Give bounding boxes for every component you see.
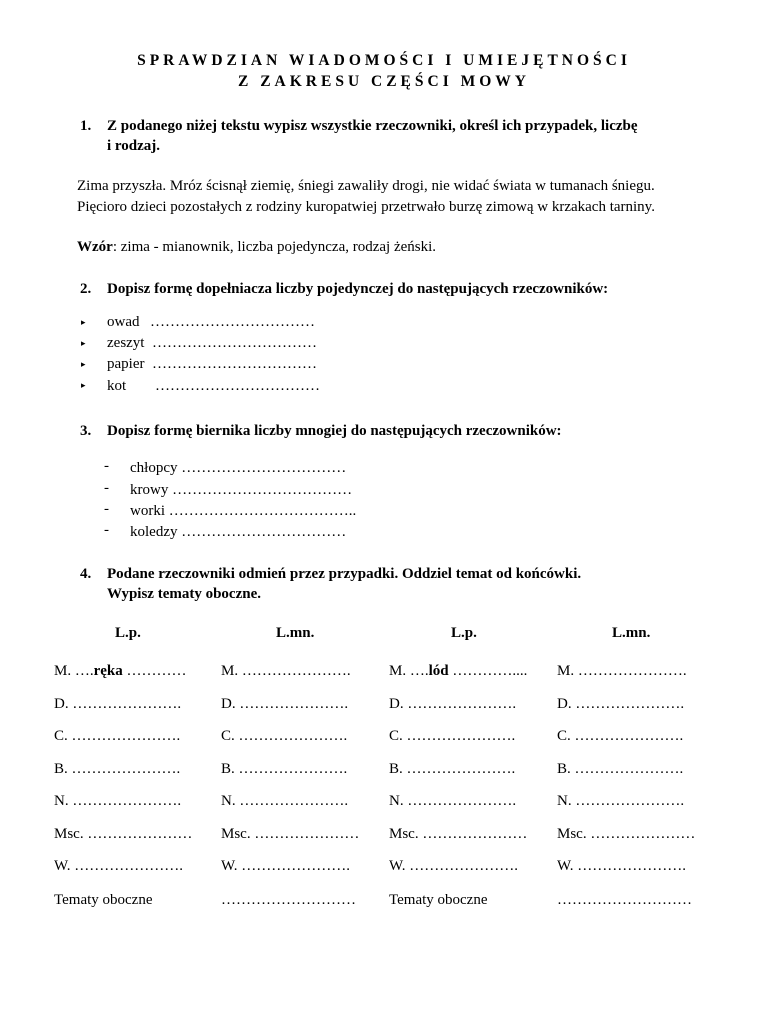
q4-cell-b-lmn-2: B. …………………. [557,761,684,777]
q4-cell-d-lp-1: D. …………………. [54,696,182,712]
q4-cell-m-lp-2-post: ………….... [448,663,528,679]
q1-example-label: Wzór [77,239,113,255]
q2-instruction: Dopisz formę dopełniacza liczby pojedynczej do następujących rzeczowników: [107,281,609,297]
q2-bullet-2: ▸ [81,338,86,348]
q4-word-lod: lód [428,663,449,679]
q4-cell-msc-lmn-1: Msc. ………………… [221,826,360,842]
q4-cell-c-lmn-1: C. …………………. [221,728,348,744]
q3-item-4: koledzy …………………………… [130,524,347,540]
q4-cell-msc-lmn-2: Msc. ………………… [557,826,696,842]
q4-tematy-oboczne-dots-1: ……………………… [221,892,356,908]
page-title-line-1: SPRAWDZIAN WIADOMOŚCI I UMIEJĘTNOŚCI [137,52,631,69]
q4-cell-n-lmn-2: N. …………………. [557,793,685,809]
q2-item-dots-3: …………………………… [152,356,317,372]
page-title-line-2: Z ZAKRESU CZĘŚCI MOWY [238,73,530,90]
q4-cell-d-lmn-2: D. …………………. [557,696,685,712]
q4-cell-d-lp-2: D. …………………. [389,696,517,712]
q1-example-text: : zima - mianownik, liczba pojedyncza, rodzaj żeński. [112,239,437,255]
q4-header-lmn-2: L.mn. [612,625,651,641]
q4-cell-w-lp-2: W. …………………. [389,858,519,874]
q2-bullet-3: ▸ [81,359,86,369]
q4-cell-c-lp-1: C. …………………. [54,728,181,744]
q4-header-lp-2: L.p. [451,625,477,641]
q2-item-word-4: kot [107,378,127,394]
q4-cell-c-lp-2: C. …………………. [389,728,516,744]
q1-text-line-2: Pięcioro dzieci pozostałych z rodziny kuropatwiej przetrwało burzę zimową w krzakach tarniny. [77,199,655,215]
q3-bullet-4: - [104,522,109,538]
q4-instruction-line-1: Podane rzeczowniki odmień przez przypadki. Oddziel temat od końcówki. [107,566,582,582]
q4-tematy-oboczne-label-1: Tematy oboczne [54,892,153,908]
q1-example [77,240,436,255]
q2-item-dots-1: …………………………… [150,314,315,330]
q4-cell-m-lp-2-pre: M. …. [389,663,429,679]
q4-cell-b-lp-2: B. …………………. [389,761,516,777]
q4-cell-m-lp-1-post: ………… [122,663,187,679]
q4-cell-m-lmn-1: M. …………………. [221,663,351,679]
q2-number: 2. [80,281,92,297]
q3-instruction: Dopisz formę biernika liczby mnogiej do następujących rzeczowników: [107,423,562,439]
q2-item-dots-4: …………………………… [155,378,320,394]
q4-cell-w-lp-1: W. …………………. [54,858,184,874]
q2-item-word-3: papier [107,356,145,372]
q4-number: 4. [80,566,92,582]
q4-cell-b-lmn-1: B. …………………. [221,761,348,777]
q4-cell-d-lmn-1: D. …………………. [221,696,349,712]
q4-cell-m-lp-1-pre: M. …. [54,663,94,679]
q3-item-2: krowy ……………………………… [130,482,353,498]
q3-number: 3. [80,423,92,439]
q1-number: 1. [80,118,92,134]
q2-item-word-1: owad [107,314,140,330]
q4-cell-n-lmn-1: N. …………………. [221,793,349,809]
q4-header-lp-1: L.p. [115,625,141,641]
q1-instruction-line-1: Z podanego niżej tekstu wypisz wszystkie rzeczowniki, określ ich przypadek, liczbę [107,118,638,134]
q1-instruction-line-2: i rodzaj. [107,138,161,154]
q4-word-reka: ręka [93,663,123,679]
q4-cell-msc-lp-1: Msc. ………………… [54,826,193,842]
q4-cell-c-lmn-2: C. …………………. [557,728,684,744]
q4-tematy-oboczne-label-2: Tematy oboczne [389,892,488,908]
q4-header-lmn-1: L.mn. [276,625,315,641]
q3-item-3: worki ……………………………….. [130,503,357,519]
q4-cell-msc-lp-2: Msc. ………………… [389,826,528,842]
q2-item-word-2: zeszyt [107,335,145,351]
q2-bullet-1: ▸ [81,317,86,327]
q3-bullet-2: - [104,480,109,496]
q2-bullet-4: ▸ [81,380,86,390]
q2-item-dots-2: …………………………… [152,335,317,351]
q4-instruction-line-2: Wypisz tematy oboczne. [107,586,261,602]
q4-cell-m-lp-2 [389,664,527,679]
q1-text-line-1: Zima przyszła. Mróz ścisnął ziemię, śniegi zawaliły drogi, nie widać świata w tumanach śniegu. [77,178,655,194]
q4-cell-n-lp-1: N. …………………. [54,793,182,809]
q3-bullet-3: - [104,501,109,517]
q4-tematy-oboczne-dots-2: ……………………… [557,892,692,908]
q3-item-1: chłopcy …………………………… [130,460,347,476]
q4-cell-b-lp-1: B. …………………. [54,761,181,777]
q4-cell-n-lp-2: N. …………………. [389,793,517,809]
q4-cell-w-lmn-1: W. …………………. [221,858,351,874]
q4-cell-m-lmn-2: M. …………………. [557,663,687,679]
q4-cell-w-lmn-2: W. …………………. [557,858,687,874]
q3-bullet-1: - [104,458,109,474]
q4-cell-m-lp-1 [54,664,187,679]
